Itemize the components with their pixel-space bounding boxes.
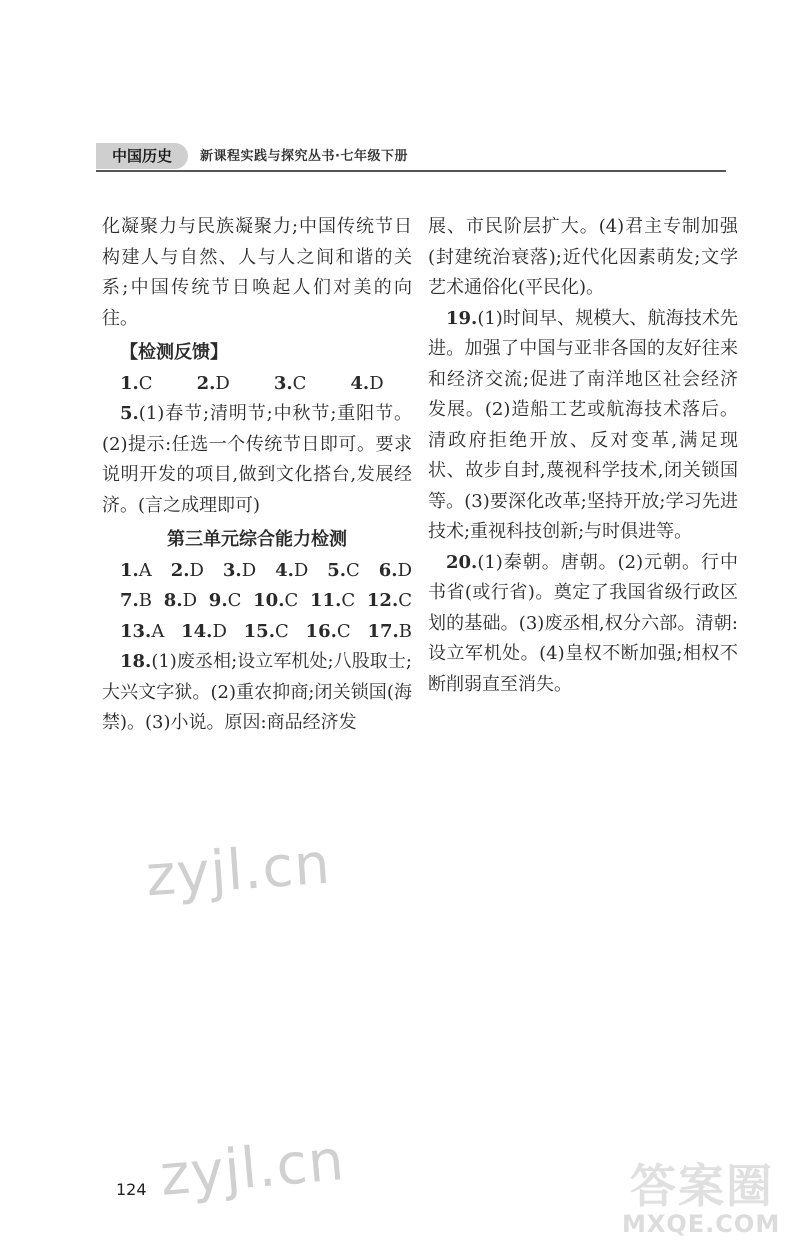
- watermark-text: zyjl.cn: [143, 831, 333, 910]
- series-title: 新课程实践与探究丛书·七年级下册: [200, 149, 408, 164]
- answer-item: 9.C: [208, 590, 242, 611]
- question-18: 18.(1)废丞相;设立军机处;八股取士;大兴文字狱。(2)重农抑商;闭关锁国(海禁)。(3)小说。原因:商品经济发: [102, 651, 412, 733]
- answer-item: 2.D: [170, 559, 204, 581]
- mc-row-3: [102, 617, 412, 648]
- unit-test-title: 第三单元综合能力检测: [167, 529, 347, 550]
- logo-url: MXQE.COM: [622, 1210, 781, 1238]
- answer-item: 1.A: [120, 559, 152, 581]
- question-20: 20.(1)秦朝。唐朝。(2)元朝。行中书省(或行省)。奠定了我国省级行政区划的基础。(3)废丞相,权分六部。清朝:设立军机处。(4)皇权不断加强;相权不断削弱直至消失。: [428, 551, 738, 695]
- answer-item: 13.A: [120, 620, 165, 642]
- intro-paragraph: 化凝聚力与民族凝聚力;中国传统节日构建人与自然、人与人之间和谐的关系;中国传统节日唤起人们对美的向往。: [102, 216, 412, 329]
- answer-item: 4.D: [275, 559, 309, 581]
- question-18-continued: 展、市民阶层扩大。(4)君主专制加强(封建统治衰落);近代化因素萌发;文学艺术通俗化(平民化)。: [428, 216, 738, 298]
- answer-item: 1.C: [120, 372, 153, 394]
- page-header: [96, 143, 726, 173]
- answer-item: 10.C: [253, 590, 299, 611]
- answer-item: 6.D: [378, 559, 412, 581]
- answer-item: 5.C: [327, 559, 360, 581]
- site-logo: [620, 1150, 790, 1245]
- answer-item: 3.C: [273, 372, 307, 394]
- mc-row-1: [102, 556, 412, 587]
- answer-item: 2.D: [196, 372, 230, 394]
- question-5: 5.(1)春节;清明节;中秋节;重阳节。(2)提示:任选一个传统节日即可。要求说明开发的项目,做到文化搭台,发展经济。(言之成理即可): [102, 403, 412, 516]
- subject-tab: 中国历史: [96, 143, 188, 169]
- right-column: [428, 212, 738, 700]
- answer-item: 16.C: [305, 620, 351, 642]
- feedback-heading: 【检测反馈】: [120, 342, 228, 363]
- question-19: 19.(1)时间早、规模大、航海技术先进。加强了中国与亚非各国的友好往来和经济交流;促进了南洋地区社会经济发展。(2)造船工艺或航海技术落后。清政府拒绝开放、反对变革,满足现状、故步自封,蔑视科学技术,闭关锁国等。(3)要深化改革;坚持开放;学习先进技术;重视科技创新;与时俱进等。: [428, 307, 738, 542]
- answer-item: 8.D: [163, 590, 198, 611]
- answer-item: 3.D: [222, 559, 257, 581]
- feedback-answers: [102, 369, 412, 400]
- logo-title: 答案圈: [630, 1159, 774, 1213]
- answer-item: 15.C: [243, 620, 289, 642]
- left-column: [102, 212, 412, 739]
- mc-row-2: [102, 586, 412, 617]
- answer-item: 14.D: [181, 620, 227, 642]
- watermark-text: zyjl.cn: [157, 1128, 348, 1209]
- answer-item: 7.B: [120, 590, 153, 611]
- answer-item: 11.C: [310, 590, 356, 611]
- answer-item: 12.C: [366, 590, 412, 611]
- header-divider: [96, 170, 726, 172]
- answer-item: 17.B: [367, 620, 412, 642]
- answer-item: 4.D: [350, 372, 384, 394]
- page-number: 124: [116, 1180, 147, 1199]
